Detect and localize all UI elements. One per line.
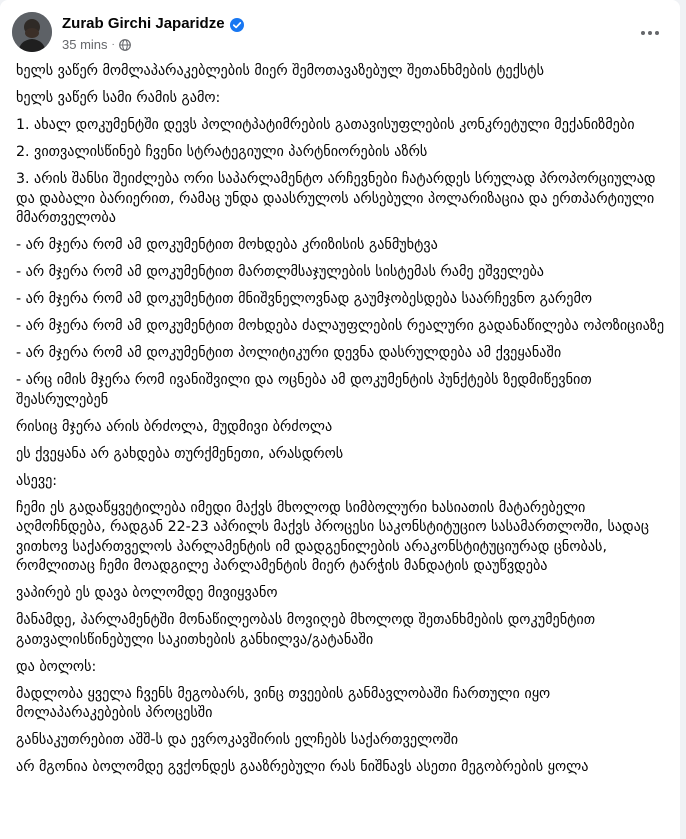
post-paragraph: რისიც მჯერა არის ბრძოლა, მუდმივი ბრძოლა: [16, 418, 333, 435]
author-avatar[interactable]: [12, 12, 52, 52]
post-paragraph: 1. ახალ დოკუმენტში დევს პოლიტპატიმრების გათავისუფლების კონკრეტული მექანიზმები: [16, 117, 635, 133]
post-paragraph: და ბოლოს:: [16, 658, 97, 675]
post-paragraph: - არ მჯერა რომ ამ დოკუმენტით მნიშვნელოვნად გაუმჯობესდება საარჩევნო გარემო: [16, 291, 593, 307]
post-paragraph: განსაკუთრებით აშშ-ს და ევროკავშირის ელჩებს საქართველოში: [16, 732, 459, 748]
post-paragraph: ასევე:: [16, 472, 58, 489]
post-paragraph: - არ მჯერა რომ ამ დოკუმენტით პოლიტიკური დევნა დასრულდება ამ ქვეყანაში: [16, 345, 562, 361]
post-paragraph: მადლობა ყველა ჩვენს მეგობარს, ვინც თვეების განმავლობაში ჩართული იყო მოლაპარაკებების პროცესში: [16, 685, 555, 721]
post-paragraph: - არ მჯერა რომ ამ დოკუმენტით მოხდება კრიზისის განმუხტვა: [16, 237, 438, 253]
post-paragraph: - არ მჯერა რომ ამ დოკუმენტით მოხდება ძალაუფლების რეალური გადანაწილება ოპოზიციაზე: [16, 318, 665, 334]
post-meta: [62, 37, 131, 52]
post-paragraph: 2. ვითვალისწინებ ჩვენი სტრატეგიული პარტნიორების აზრს: [16, 144, 428, 160]
post-paragraph: ეს ქვეყანა არ გახდება თურქმენეთი, არასდროს: [16, 445, 344, 462]
post-paragraph: 3. არის შანსი შეიძლება ორი საპარლამენტო არჩევნები ჩატარდეს სრულად პროპორციულად და დაბალი ბარიერით, რამაც უნდა დაასრულოს არსებული პოლარიზაცია და ერთპარტიული მმართველობა: [16, 171, 661, 226]
post-text: [16, 62, 666, 785]
post-paragraph: მანამდე, პარლამენტში მონაწილეობას მოვიღებ მხოლოდ შეთანხმების დოკუმენტით გათვალისწინებული საკითხების განხილვა/გატანაში: [16, 612, 600, 648]
author-line: [62, 15, 244, 32]
post-paragraph: - არ მჯერა რომ ამ დოკუმენტით მართლმსაჯულების სისტემას რამე ეშველება: [16, 264, 544, 280]
post-paragraph: ხელს ვაწერ მომლაპარაკებლების მიერ შემოთავაზებულ შეთანხმების ტექსტს: [16, 63, 544, 79]
globe-icon[interactable]: [119, 39, 131, 51]
author-name[interactable]: Zurab Girchi Japaridze: [62, 15, 225, 32]
post-paragraph: ხელს ვაწერ სამი რამის გამო:: [16, 90, 221, 106]
post-paragraph: ჩემი ეს გადაწყვეტილება იმედი მაქვს მხოლოდ სიმბოლური ხასიათის მატარებელი აღმოჩნდება, რადგან 22-23 აპრილს მაქვს პროცესი საკონსტიტუციო სასამართლოში, სადაც ვითხოვ საქართველოს პარლამენტის იმ დადგენილების არაკონსტიტუციურად ცნობას, რომლითაც ჩემი მოადგილე პარლამენტის მიერ ტარჭის მანდატის დაუწვდება: [16, 499, 654, 574]
verified-badge-icon: [230, 17, 244, 31]
post-paragraph: ვაპირებ ეს დავა ბოლომდე მივიყვანო: [16, 585, 278, 601]
more-options-icon: [640, 21, 660, 40]
post-header: [12, 12, 668, 56]
post-paragraph: - არც იმის მჯერა რომ ივანიშვილი და ოცნება ამ დოკუმენტის პუნქტებს ზედმიწევნით შეასრულებენ: [16, 372, 597, 408]
post-timestamp[interactable]: 35 mins: [62, 37, 108, 52]
meta-separator: ·: [111, 39, 115, 50]
post-paragraph: არ მგონია ბოლომდე გვქონდეს გააზრებული რას ნიშნავს ასეთი მეგობრების ყოლა: [16, 759, 589, 775]
more-options-button[interactable]: [632, 12, 668, 48]
